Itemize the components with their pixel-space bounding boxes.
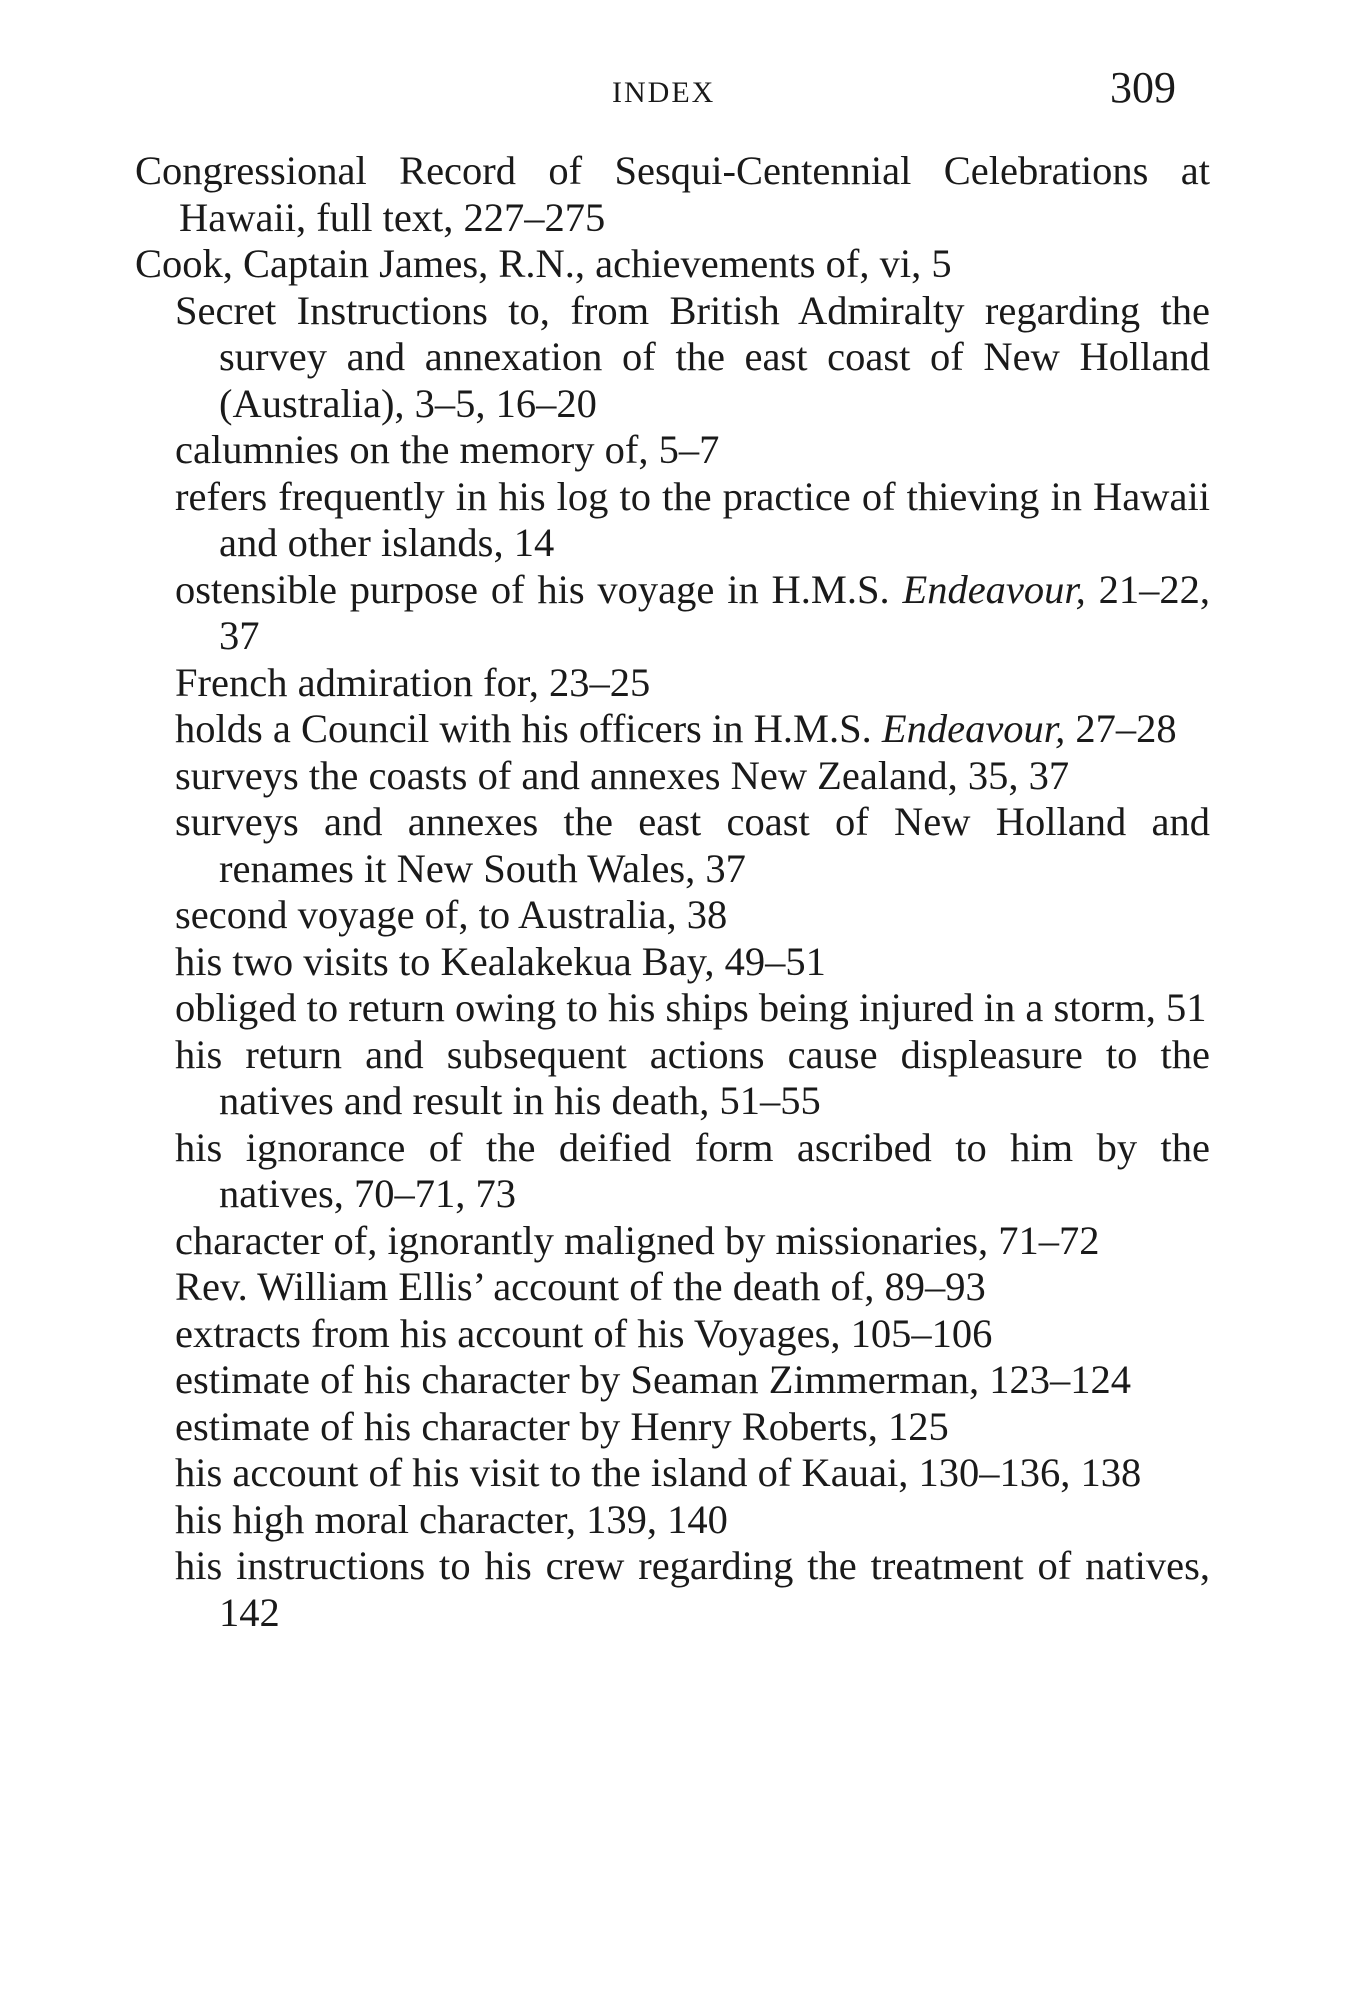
index-subentry: [135, 567, 1210, 660]
entry-text: his return and subsequent actions cause displeasure to the natives and result in his death, 51–55: [175, 1031, 1210, 1123]
index-subentry: [135, 1125, 1210, 1218]
entry-text: extracts from his account of his Voyages, 105–106: [175, 1310, 993, 1356]
index-subentry: [135, 660, 1210, 707]
index-subentry: [135, 288, 1210, 428]
entry-text: surveys the coasts of and annexes New Zealand, 35, 37: [175, 752, 1070, 798]
index-subentry: [135, 753, 1210, 800]
ship-name: Endeavour,: [881, 706, 1066, 751]
entry-text: refers frequently in his log to the practice of thieving in Hawaii and other islands, 14: [175, 473, 1210, 565]
index-subentry: [135, 1218, 1210, 1265]
index-subentry: [135, 1404, 1210, 1451]
entry-text: calumnies on the memory of, 5–7: [175, 427, 720, 472]
index-subentry: [135, 1032, 1210, 1125]
index-subentry: [135, 474, 1210, 567]
entry-text: Congressional Record of Sesqui-Centennial Celebrations at Hawaii, full text, 227–275: [135, 148, 1210, 240]
index-subentry: [135, 985, 1210, 1032]
entry-text: surveys and annexes the east coast of New Holland and renames it New South Wales, 37: [175, 799, 1210, 891]
running-head: INDEX: [612, 76, 716, 109]
index-subentry: [135, 892, 1210, 939]
index-subentry: [135, 1497, 1210, 1544]
entry-text: his account of his visit to the island of Kauai, 130–136, 138: [175, 1450, 1142, 1495]
ship-name: Endeavour,: [902, 566, 1086, 612]
index-subentry: [135, 1450, 1210, 1497]
entry-text: his two visits to Kealakekua Bay, 49–51: [175, 938, 826, 984]
index-entry: [135, 148, 1210, 241]
entry-text: estimate of his character by Henry Roberts, 125: [175, 1403, 949, 1449]
entry-pages: 27–28: [1065, 706, 1177, 751]
entry-text: his ignorance of the deified form ascribed to him by the natives, 70–71, 73: [175, 1124, 1210, 1216]
index-subentry: [135, 427, 1210, 474]
entry-text: Cook, Captain James, R.N., achievements of, vi, 5: [135, 241, 952, 286]
index-subentry: [135, 799, 1210, 892]
entry-text: estimate of his character by Seaman Zimmerman, 123–124: [175, 1357, 1131, 1402]
page-header: [0, 62, 1346, 122]
entry-text: obliged to return owing to his ships being injured in a storm, 51: [175, 985, 1207, 1030]
entry-text: character of, ignorantly maligned by missionaries, 71–72: [175, 1217, 1100, 1263]
index-subentry: [135, 1264, 1210, 1311]
entry-pages: 21–22, 37: [219, 566, 1210, 658]
entry-text: holds a Council with his officers in H.M.S.: [175, 706, 882, 751]
index-subentry: [135, 1543, 1210, 1636]
entry-text: his instructions to his crew regarding the treatment of natives, 142: [175, 1543, 1210, 1635]
entry-text: his high moral character, 139, 140: [175, 1496, 728, 1542]
page-number: 309: [1110, 63, 1176, 112]
index-subentry: [135, 1357, 1210, 1404]
entry-text: French admiration for, 23–25: [175, 659, 651, 705]
entry-text: Rev. William Ellis’ account of the death of, 89–93: [175, 1264, 986, 1309]
entry-text: Secret Instructions to, from British Admiralty regarding the survey and annexation of the east coast of New Holland (Australia), 3–5, 16–20: [175, 287, 1210, 426]
index-subentry: [135, 706, 1210, 753]
index-entries: [135, 148, 1210, 1636]
index-subentry: [135, 1311, 1210, 1358]
entry-text: ostensible purpose of his voyage in H.M.S.: [175, 566, 903, 612]
entry-text: second voyage of, to Australia, 38: [175, 892, 728, 937]
index-entry: [135, 241, 1210, 288]
index-subentry: [135, 939, 1210, 986]
